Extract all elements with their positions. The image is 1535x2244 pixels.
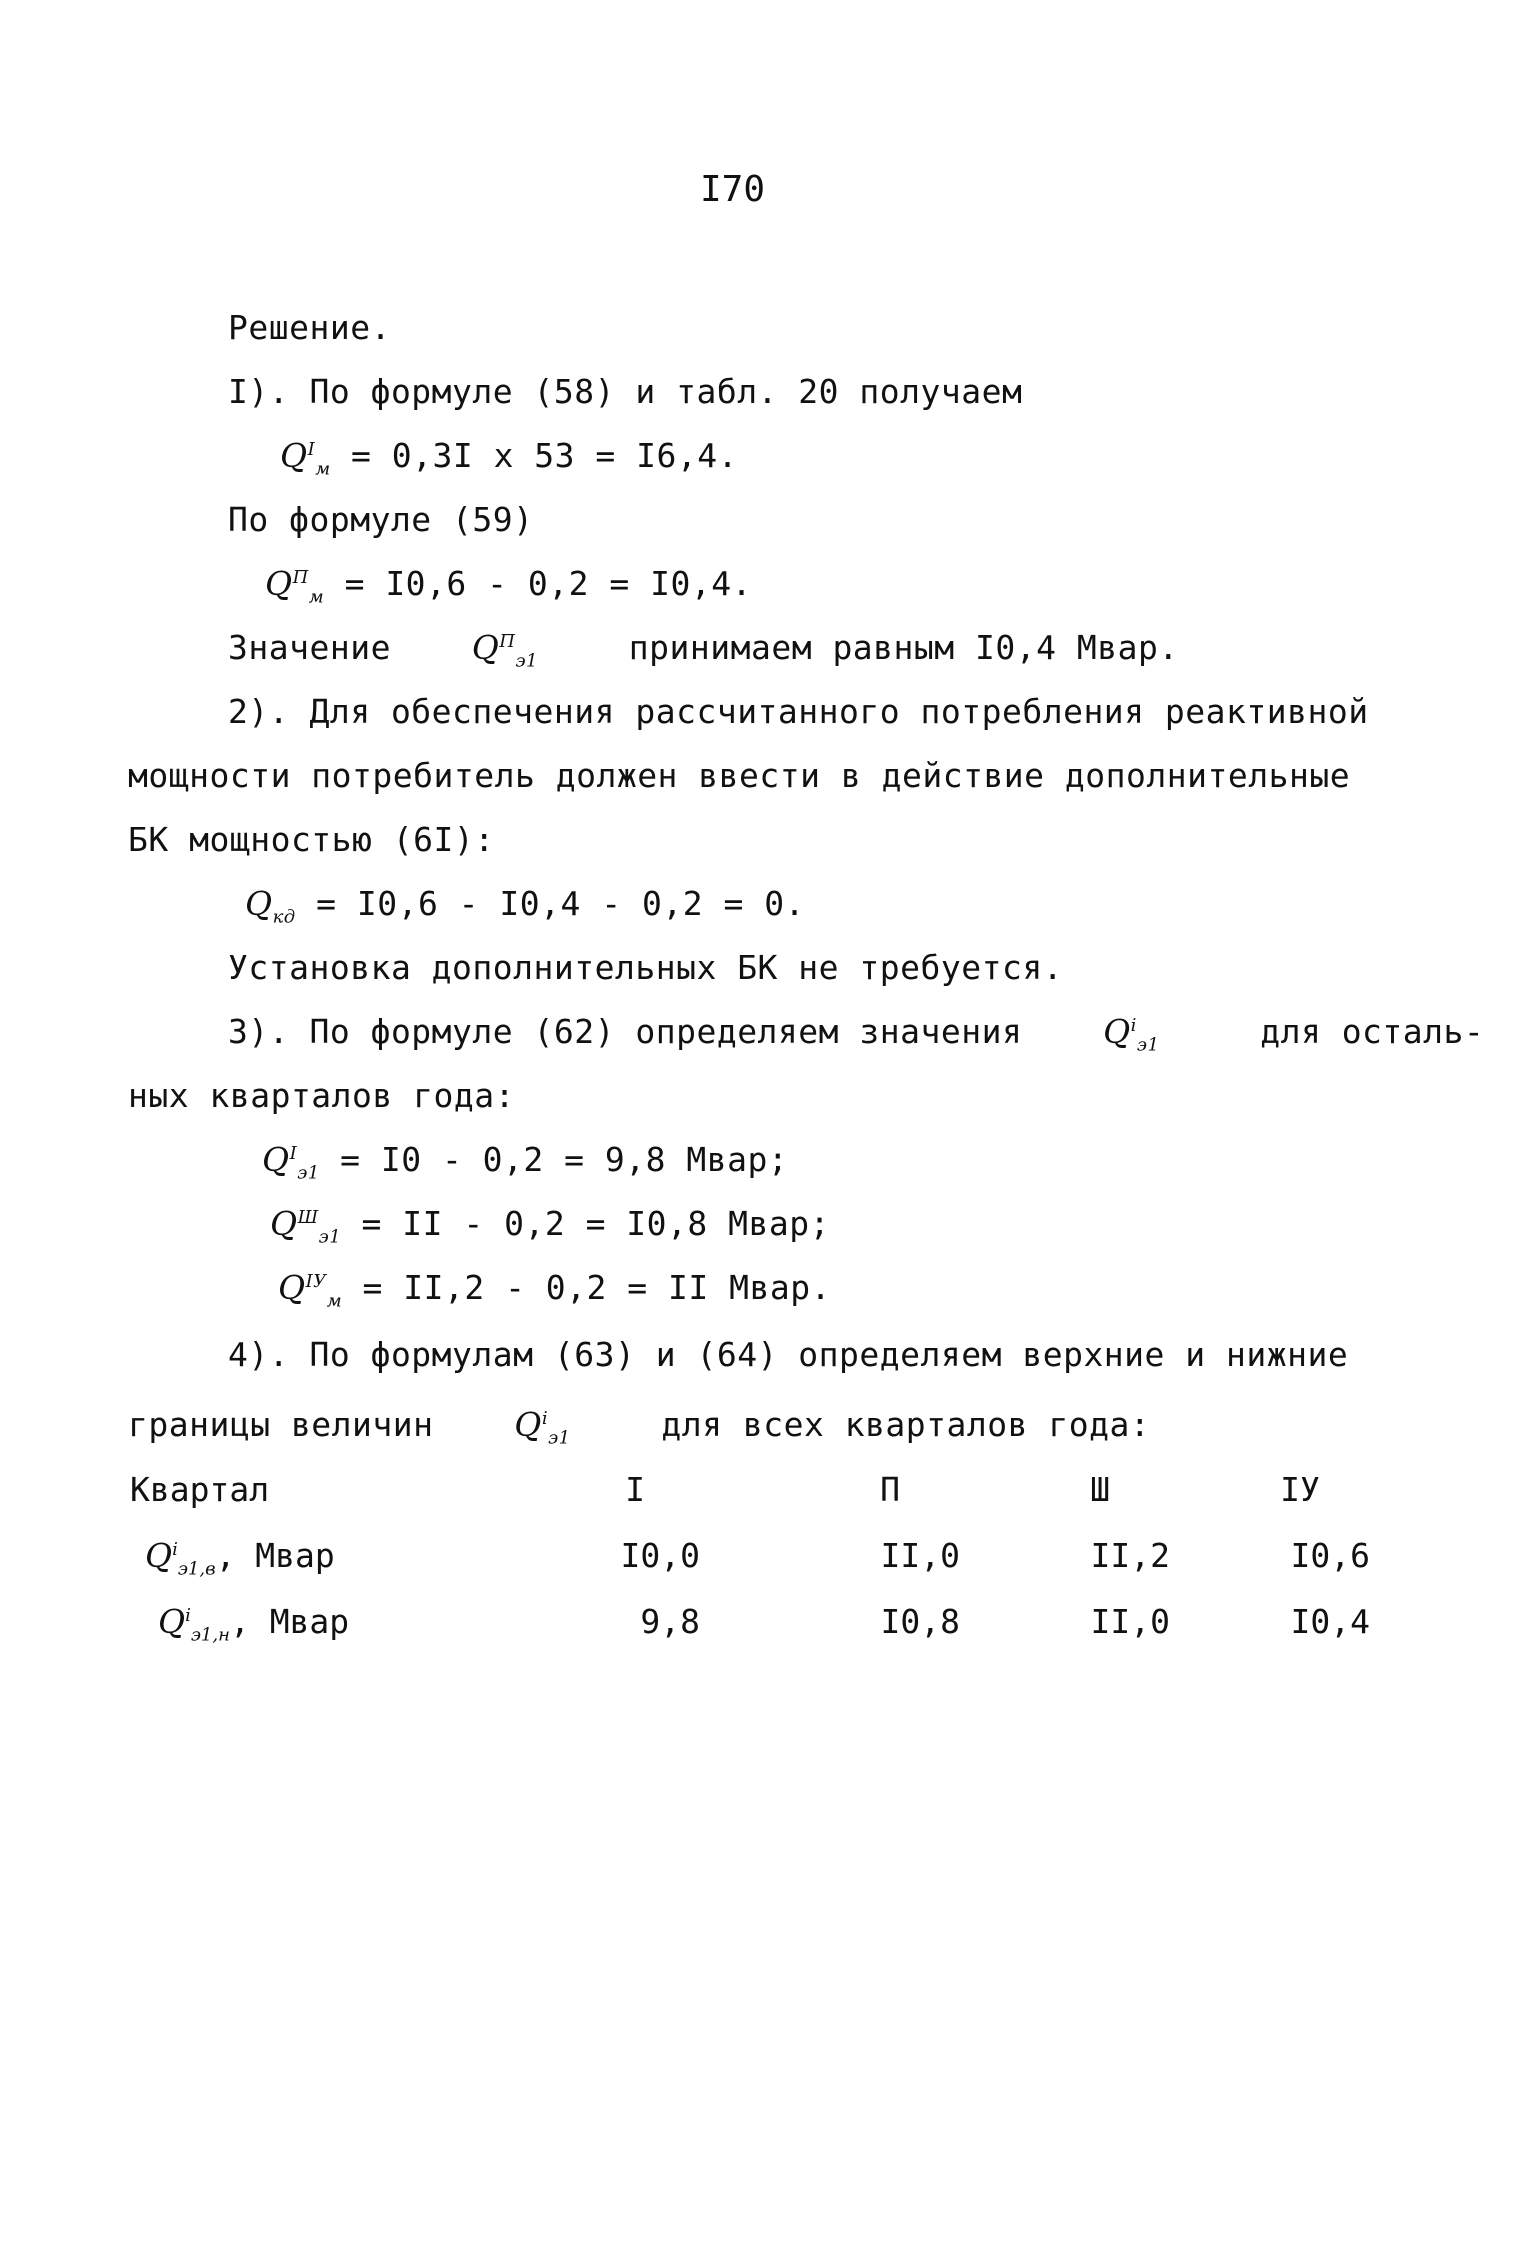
table-header-cell: Квартал: [130, 1470, 270, 1509]
q-symbol: $Q^{IУ}_м$: [278, 1268, 343, 1312]
table-header-cell: П: [880, 1470, 900, 1509]
step3-line1-a: 3). По формуле (62) определяем значения: [228, 1012, 1023, 1051]
table-cell: I0,6: [1290, 1536, 1370, 1575]
table-cell: II,2: [1090, 1536, 1170, 1575]
step1-value-line: [228, 628, 1179, 672]
step1-formula2-rest: = I0,6 - 0,2 = I0,4.: [344, 564, 752, 603]
step3-line1: [228, 1012, 1485, 1056]
table-cell: I0,4: [1290, 1602, 1370, 1641]
q-symbol: $Q^П_{э1}$: [471, 628, 539, 672]
table-row: [130, 1600, 1370, 1644]
step3-formula1: [262, 1140, 789, 1184]
step4-line2: [128, 1405, 1151, 1449]
step2-formula: [245, 884, 805, 928]
table-cell: 9,8: [640, 1602, 700, 1641]
q-symbol: $Q^i_{э1,в}$: [145, 1536, 216, 1580]
step1-formula2: [265, 564, 752, 608]
step3-formula2: [270, 1204, 830, 1248]
step3-formula3: [278, 1268, 831, 1312]
q-symbol: $Q^I_{э1}$: [262, 1140, 320, 1184]
table-header-cell: I: [625, 1470, 645, 1509]
step2-line1: 2). Для обеспечения рассчитанного потребления реактивной: [228, 692, 1369, 731]
table-cell: I0,0: [620, 1536, 700, 1575]
step2-line3: БК мощностью (6I):: [128, 820, 495, 859]
step3-formula3-rest: = II,2 - 0,2 = II Мвар.: [362, 1268, 831, 1307]
table-header: [130, 1468, 1370, 1512]
step3-formula1-rest: = I0 - 0,2 = 9,8 Мвар;: [340, 1140, 789, 1179]
table-cell: II,0: [1090, 1602, 1170, 1641]
step4-line2-a: границы величин: [128, 1405, 434, 1444]
step1-text2: По формуле (59): [228, 500, 534, 539]
step3-line2: ных кварталов года:: [128, 1076, 515, 1115]
step2-formula-rest: = I0,6 - I0,4 - 0,2 = 0.: [316, 884, 805, 923]
q-symbol: $Q^П_м$: [265, 564, 325, 608]
table-header-cell: Ш: [1090, 1470, 1110, 1509]
step1-formula1: [280, 436, 738, 480]
solution-heading: Решение.: [228, 308, 391, 347]
step1-formula1-rest: = 0,3I x 53 = I6,4.: [351, 436, 738, 475]
table-cell: I0,8: [880, 1602, 960, 1641]
page-number: I70: [700, 169, 766, 210]
q-symbol: $Q^I_м$: [280, 436, 331, 480]
table-row: [130, 1534, 1370, 1578]
step2-conclusion: Установка дополнительных БК не требуется.: [228, 948, 1064, 987]
q-symbol: $Q^i_{э1}$: [1103, 1012, 1160, 1056]
step3-formula2-rest: = II - 0,2 = I0,8 Мвар;: [361, 1204, 830, 1243]
step1-text: I). По формуле (58) и табл. 20 получаем: [228, 372, 1023, 411]
step2-line2: мощности потребитель должен ввести в действие дополнительные: [128, 756, 1351, 795]
value-label: Значение: [228, 628, 391, 667]
q-symbol: $Q^i_{э1}$: [514, 1405, 571, 1449]
table-row-label: $Q^i_{э1,в}$, Мвар: [145, 1536, 335, 1580]
table-header-cell: IУ: [1280, 1470, 1320, 1509]
step4-line2-b: для всех кварталов года:: [661, 1405, 1151, 1444]
value-rest: принимаем равным I0,4 Мвар.: [628, 628, 1179, 667]
q-symbol: $Q^i_{э1,н}$: [158, 1602, 230, 1646]
step4-line1: 4). По формулам (63) и (64) определяем верхние и нижние: [228, 1335, 1349, 1374]
q-symbol: $Q_{кд}$: [245, 884, 296, 928]
table-cell: II,0: [880, 1536, 960, 1575]
q-symbol: $Q^Ш_{э1}$: [270, 1204, 342, 1248]
step3-line1-b: для осталь-: [1260, 1012, 1485, 1051]
table-row-label: $Q^i_{э1,н}$, Мвар: [158, 1602, 350, 1646]
